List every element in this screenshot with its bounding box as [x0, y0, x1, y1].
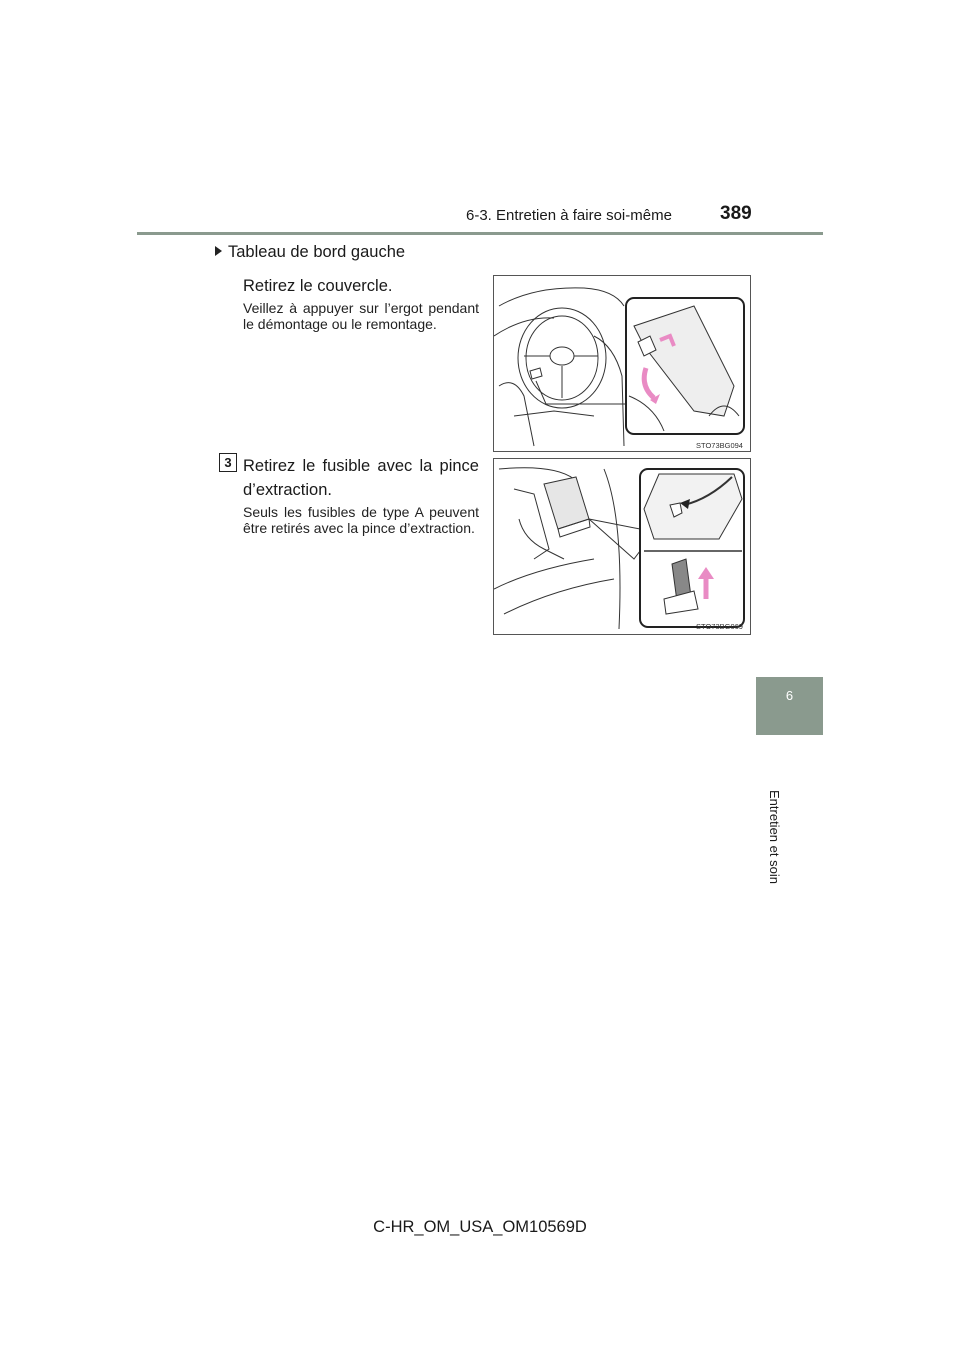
section-title: 6-3. Entretien à faire soi-même [466, 207, 672, 224]
step2-title: Retirez le couvercle. [243, 277, 393, 295]
dashboard-illustration [494, 276, 750, 451]
fuse-illustration [494, 459, 750, 634]
document-code: C-HR_OM_USA_OM10569D [373, 1218, 587, 1236]
figure2-caption: STO73BG069 [696, 622, 743, 631]
bullet-heading [215, 243, 405, 262]
step2-note: Veillez à appuyer sur l’ergot pendant le démontage ou le remontage. [243, 300, 479, 332]
step3-note: Seuls les fusibles de type A peuvent être retirés avec la pince d’extraction. [243, 504, 479, 536]
chapter-number: 6 [785, 688, 794, 703]
chapter-tab [756, 677, 823, 735]
header-divider [137, 232, 823, 235]
chapter-title: Entretien et soin [767, 790, 782, 884]
figure-dashboard-cover [493, 275, 751, 452]
step3-title: Retirez le fusible avec la pince d’extraction. [243, 457, 479, 499]
step3-number-box: 3 [219, 453, 237, 472]
bullet-arrow-icon [215, 246, 222, 256]
figure-fuse-extraction [493, 458, 751, 635]
figure1-caption: STO73BG094 [696, 441, 743, 450]
page-number: 389 [720, 203, 752, 224]
bullet-heading-text: Tableau de bord gauche [228, 243, 406, 261]
